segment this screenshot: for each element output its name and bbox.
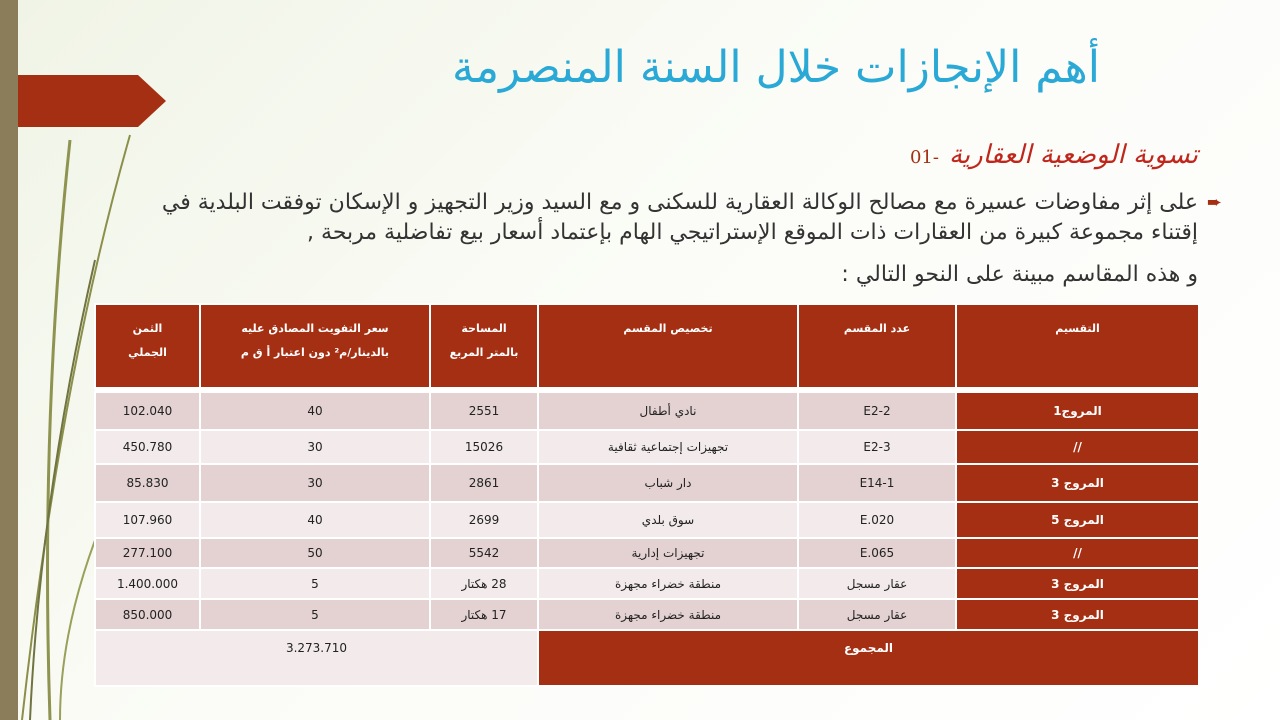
table-row xyxy=(95,502,1199,538)
section-heading xyxy=(910,140,1198,170)
slide-title: أهم الإنجازات خلال السنة المنصرمة xyxy=(451,42,1100,93)
cell-division: // xyxy=(956,430,1199,464)
cell-price: 5 xyxy=(200,568,430,599)
header-plot-number: عدد المقسم xyxy=(798,304,956,388)
cell-allocation: منطقة خضراء مجهزة xyxy=(538,599,798,630)
cell-area: 2551 xyxy=(430,392,538,430)
cell-area: 28 هكتار xyxy=(430,568,538,599)
cell-division: المروج 3 xyxy=(956,568,1199,599)
cell-allocation: تجهيزات إدارية xyxy=(538,538,798,568)
cell-total: 850.000 xyxy=(95,599,200,630)
cell-allocation: نادي أطفال xyxy=(538,392,798,430)
section-number: 01- xyxy=(909,147,939,168)
header-division: التقسيم xyxy=(956,304,1199,388)
cell-allocation: منطقة خضراء مجهزة xyxy=(538,568,798,599)
cell-price: 30 xyxy=(200,464,430,502)
table-row xyxy=(95,430,1199,464)
cell-division: المروج 3 xyxy=(956,599,1199,630)
header-price xyxy=(200,304,430,388)
table-header-row xyxy=(95,304,1199,388)
plots-table xyxy=(94,303,1200,687)
cell-division: المروج1 xyxy=(956,392,1199,430)
paragraph xyxy=(158,188,1222,248)
cell-allocation: دار شباب xyxy=(538,464,798,502)
cell-plot: عقار مسجل xyxy=(798,568,956,599)
cell-plot: E.020 xyxy=(798,502,956,538)
cell-area: 15026 xyxy=(430,430,538,464)
cell-division: // xyxy=(956,538,1199,568)
cell-division: المروج 5 xyxy=(956,502,1199,538)
table-row xyxy=(95,599,1199,630)
cell-total: 107.960 xyxy=(95,502,200,538)
title-accent-arrow xyxy=(18,75,166,127)
total-label: المجموع xyxy=(538,630,1199,686)
bullet-arrow-icon: ➨ xyxy=(1206,192,1222,213)
cell-price: 5 xyxy=(200,599,430,630)
cell-total: 450.780 xyxy=(95,430,200,464)
intro-line: و هذه المقاسم مبينة على النحو التالي : xyxy=(841,262,1198,287)
table-row xyxy=(95,538,1199,568)
cell-total: 102.040 xyxy=(95,392,200,430)
cell-price: 40 xyxy=(200,502,430,538)
cell-allocation: سوق بلدي xyxy=(538,502,798,538)
cell-total: 85.830 xyxy=(95,464,200,502)
cell-price: 50 xyxy=(200,538,430,568)
cell-division: المروج 3 xyxy=(956,464,1199,502)
header-total xyxy=(95,304,200,388)
table-total-row xyxy=(95,630,1199,686)
cell-plot: E2-2 xyxy=(798,392,956,430)
header-total-line1: الثمن xyxy=(132,322,163,335)
table-row xyxy=(95,568,1199,599)
cell-allocation: تجهيزات إجتماعية ثقافية xyxy=(538,430,798,464)
header-price-line2: بالدينار/م² دون اعتبار أ ق م xyxy=(240,346,390,359)
table-row xyxy=(95,392,1199,430)
cell-price: 40 xyxy=(200,392,430,430)
cell-plot: عقار مسجل xyxy=(798,599,956,630)
cell-area: 17 هكتار xyxy=(430,599,538,630)
cell-plot: E2-3 xyxy=(798,430,956,464)
cell-plot: E14-1 xyxy=(798,464,956,502)
header-area-line1: المساحة xyxy=(461,322,507,335)
table-row xyxy=(95,464,1199,502)
cell-area: 2861 xyxy=(430,464,538,502)
header-allocation: تخصيص المقسم xyxy=(538,304,798,388)
section-title: تسوية الوضعية العقارية xyxy=(948,140,1198,170)
cell-price: 30 xyxy=(200,430,430,464)
cell-total: 1.400.000 xyxy=(95,568,200,599)
cell-plot: E.065 xyxy=(798,538,956,568)
header-area-line2: بالمتر المربع xyxy=(449,346,519,359)
cell-area: 2699 xyxy=(430,502,538,538)
cell-area: 5542 xyxy=(430,538,538,568)
paragraph-text: على إثر مفاوضات عسيرة مع مصالح الوكالة العقارية للسكنى و مع السيد وزير التجهيز و الإسكان توفقت البلدية في إقتناء مجموعة كبيرة من العقارات ذات الموقع الإستراتيجي الهام بإعتماد أسعار بيع تفاضلية مربحة , xyxy=(161,190,1198,245)
header-price-line1: سعر التفويت المصادق عليه xyxy=(241,322,389,335)
cell-total: 277.100 xyxy=(95,538,200,568)
header-total-line2: الجملي xyxy=(128,346,167,359)
header-area xyxy=(430,304,538,388)
total-value: 3.273.710 xyxy=(95,630,538,686)
